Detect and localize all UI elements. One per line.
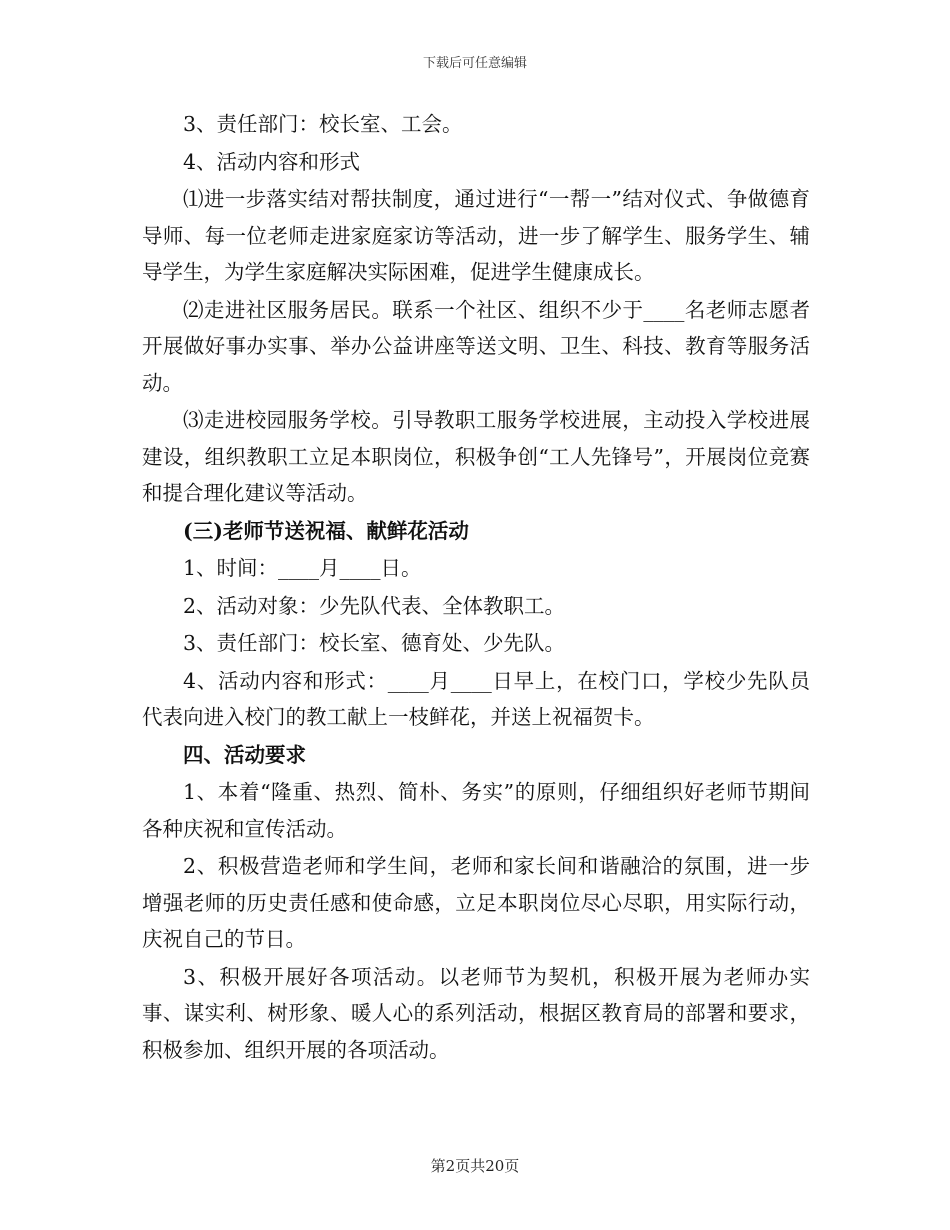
page-header: 下载后可任意编辑 — [422, 56, 527, 71]
section-heading-teachers-day-flowers: (三)老师节送祝福、献鲜花活动 — [183, 518, 469, 543]
document-body — [142, 106, 810, 1068]
paragraph-requirement-3: 3、积极开展好各项活动。以老师节为契机，积极开展为老师办实事、谋实利、树形象、暖人心的系列活动，根据区教育局的部署和要求，积极参加、组织开展的各项活动。 — [142, 964, 810, 1062]
paragraph-mentoring: ⑴进一步落实结对帮扶制度，通过进行“一帮一”结对仪式、争做德育导师、每一位老师走进家庭家访等活动，进一步了解学生、服务学生、辅导学生，为学生家庭解决实际困难，促进学生健康成长。 — [142, 187, 810, 284]
paragraph-campus-service: ⑶走进校园服务学校。引导教职工服务学校进展，主动投入学校进展建设，组织教职工立足本职岗位，积极争创“工人先锋号”，开展岗位竞赛和提合理化建议等活动。 — [142, 408, 810, 505]
paragraph-participants: 2、活动对象：少先队代表、全体教职工。 — [183, 593, 566, 618]
paragraph-flower-activity: 4、活动内容和形式：____月____日早上，在校门口，学校少先队员代表向进入校门的教工献上一枝鲜花，并送上祝福贺卡。 — [142, 668, 810, 729]
paragraph-responsible-dept: 3、责任部门：校长室、工会。 — [183, 112, 463, 136]
page-footer: 第2页共20页 — [430, 1157, 520, 1175]
paragraph-requirement-2: 2、积极营造老师和学生间，老师和家长间和谐融洽的氛围，进一步增强老师的历史责任感和使命感，立足本职岗位尽心尽职，用实际行动，庆祝自己的节日。 — [142, 854, 810, 951]
paragraph-requirement-1: 1、本着“隆重、热烈、简朴、务实”的原则，仔细组织好老师节期间各种庆祝和宣传活动。 — [142, 780, 810, 841]
paragraph-community-service: ⑵走进社区服务居民。联系一个社区、组织不少于____名老师志愿者开展做好事办实事、举办公益讲座等送文明、卫生、科技、教育等服务活动。 — [142, 297, 810, 395]
paragraph-responsible-departments: 3、责任部门：校长室、德育处、少先队。 — [183, 631, 566, 655]
paragraph-activity-content-heading: 4、活动内容和形式 — [183, 149, 361, 174]
paragraph-time: 1、时间：____月____日。 — [183, 556, 422, 580]
section-heading-requirements: 四、活动要求 — [183, 742, 306, 767]
